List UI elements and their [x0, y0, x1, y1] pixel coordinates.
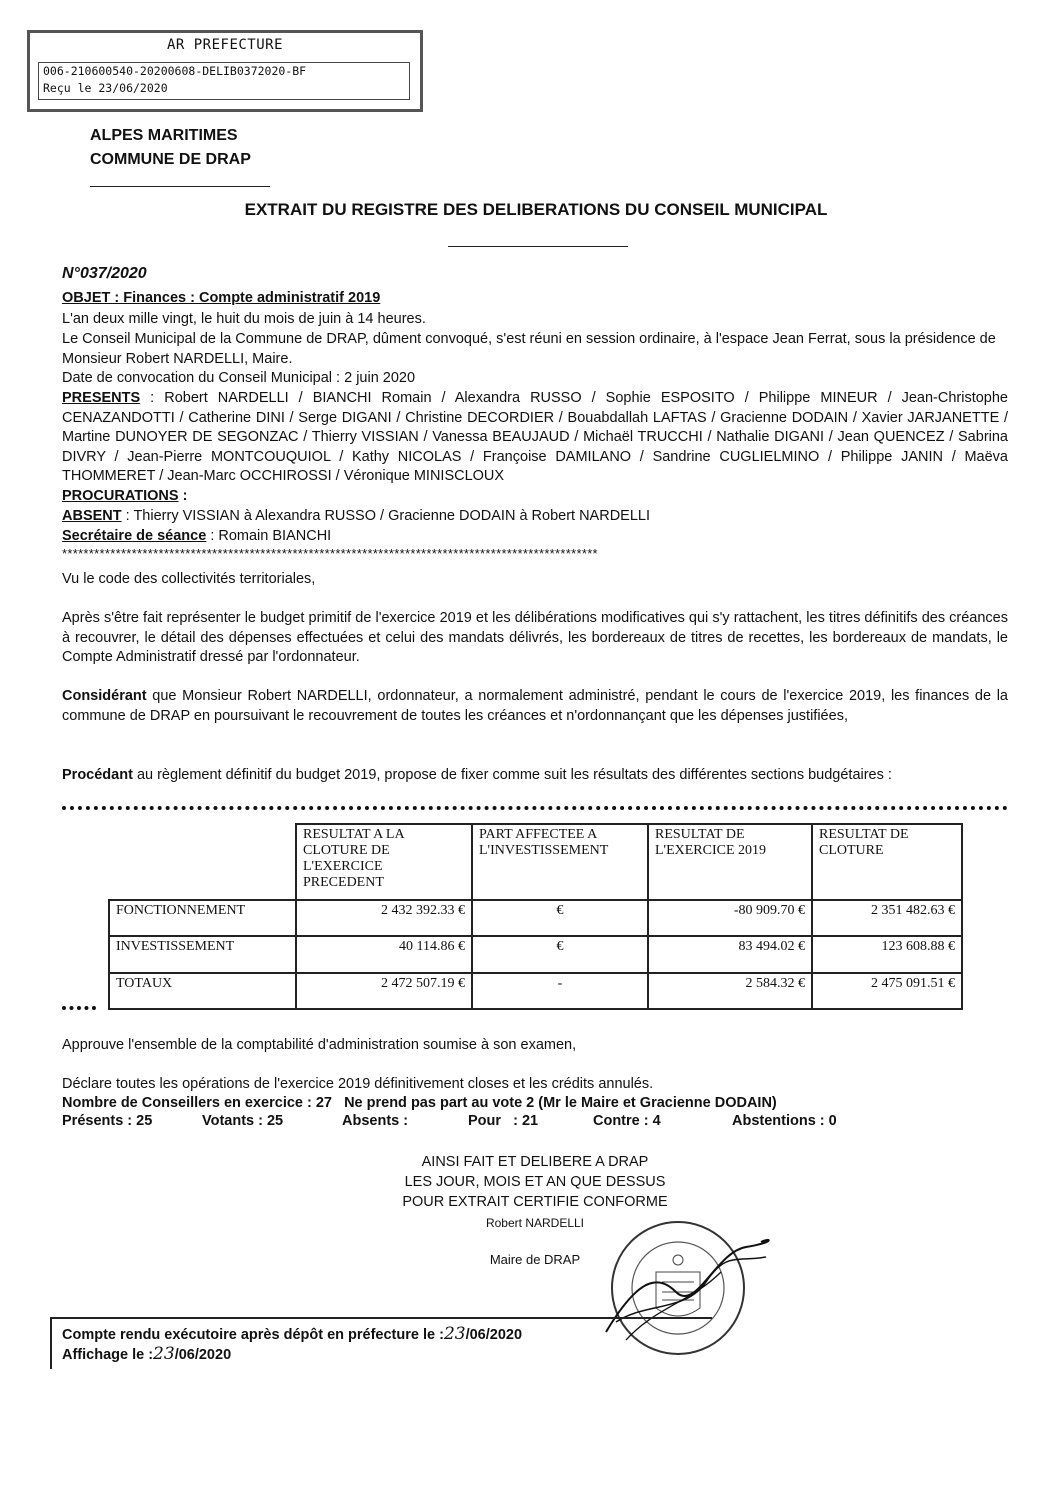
absent-label: ABSENT [62, 508, 122, 524]
vote-votants: Votants : 25 [202, 1113, 284, 1129]
table-cell: € [472, 936, 648, 973]
row-label: FONCTIONNEMENT [109, 900, 296, 936]
document-title: EXTRAIT DU REGISTRE DES DELIBERATIONS DU CONSEIL MUNICIPAL [244, 200, 828, 219]
affichage-line [62, 1344, 231, 1364]
table-cell: 2 472 507.19 € [296, 973, 472, 1009]
vote-abstentions: Abstentions : 0 [732, 1113, 837, 1129]
compte-rendu-date: /06/2020 [465, 1327, 523, 1343]
table-cell: € [472, 900, 648, 936]
compte-rendu-label: Compte rendu exécutoire après dépôt en préfecture le : [62, 1327, 444, 1343]
vote-pour: Pour : 21 [468, 1113, 539, 1129]
presents-paragraph [62, 389, 1008, 487]
prefecture-stamp [27, 30, 423, 112]
row-label: TOTAUX [109, 973, 296, 1009]
table-header: RESULTAT A LA CLOTURE DE L'EXERCICE PRECEDENT [296, 824, 472, 900]
considerant-label: Considérant [62, 688, 147, 704]
mayor-role: Maire de DRAP [489, 1252, 581, 1267]
dotted-separator-top [62, 806, 1008, 810]
table-corner [109, 824, 296, 900]
absent-line [62, 507, 1008, 527]
mayor-name: Robert NARDELLI [485, 1216, 585, 1230]
considerant-paragraph [62, 687, 1008, 726]
table-cell: -80 909.70 € [648, 900, 812, 936]
procurations-line [62, 487, 1008, 507]
table-cell: 2 584.32 € [648, 973, 812, 1009]
session-description: Le Conseil Municipal de la Commune de DRAP, dûment convoqué, s'est réuni en session ordinaire, à l'espace Jean Ferrat, sous la présidence de Monsieur Robert NARDELLI, Maire. [62, 331, 996, 367]
apres-paragraph: Après s'être fait représenter le budget primitif de l'exercice 2019 et les délibérations modificatives qui s'y rattachent, les titres définitifs des créances à recouvrer, le détail des dépenses effectuées et celui des mandats délivrés, les bordereaux de titres de recettes, les bordereaux de mandats, le Compte Administratif dressé par l'ordonnateur. [62, 610, 1008, 665]
presents-label: PRESENTS [62, 390, 141, 406]
signature-line-2: LES JOUR, MOIS ET AN QUE DESSUS [404, 1174, 666, 1190]
affichage-label: Affichage le : [62, 1347, 154, 1363]
absent-value: : Thierry VISSIAN à Alexandra RUSSO / Gracienne DODAIN à Robert NARDELLI [121, 508, 651, 524]
table-cell: 83 494.02 € [648, 936, 812, 973]
affichage-date: /06/2020 [174, 1347, 232, 1363]
secretaire-value: : Romain BIANCHI [206, 528, 332, 544]
procedant-paragraph [62, 766, 1008, 786]
objet-line: OBJET : Finances : Compte administratif 2019 [62, 290, 381, 306]
vote-presents: Présents : 25 [62, 1113, 153, 1129]
nombre-conseillers: Nombre de Conseillers en exercice : 27 Ne prend pas part au vote 2 (Mr le Maire et Gracienne DODAIN) [62, 1095, 777, 1111]
table-cell: 123 608.88 € [812, 936, 962, 973]
deliberation-number: N°037/2020 [62, 265, 147, 282]
table-cell: 2 432 392.33 € [296, 900, 472, 936]
vote-contre: Contre : 4 [593, 1113, 661, 1129]
stamp-ref: 006-210600540-20200608-DELIB0372020-BF [43, 64, 307, 78]
table-cell: 40 114.86 € [296, 936, 472, 973]
results-table [108, 823, 963, 1010]
approuve-paragraph: Approuve l'ensemble de la comptabilité d'administration soumise à son examen, [62, 1037, 577, 1053]
convocation-date: Date de convocation du Conseil Municipal : 2 juin 2020 [62, 370, 416, 386]
department-name: ALPES MARITIMES [90, 127, 238, 144]
table-row [109, 973, 962, 1009]
stamp-details [38, 62, 410, 100]
table-row [109, 936, 962, 973]
compte-rendu-line [62, 1324, 522, 1344]
signature-line-1: AINSI FAIT ET DELIBERE A DRAP [421, 1154, 649, 1170]
declare-paragraph: Déclare toutes les opérations de l'exercice 2019 définitivement closes et les crédits annulés. [62, 1076, 654, 1092]
table-header: RESULTAT DE CLOTURE [812, 824, 962, 900]
header-divider [90, 186, 270, 187]
procurations-label: PROCURATIONS [62, 488, 179, 504]
vu-paragraph: Vu le code des collectivités territoriales, [62, 571, 316, 587]
table-row [109, 900, 962, 936]
title-divider [448, 246, 628, 247]
compte-rendu-handwritten-day: 23 [443, 1324, 466, 1344]
dotted-separator-bottom [62, 1006, 96, 1010]
affichage-handwritten-day: 23 [153, 1344, 175, 1364]
table-cell: - [472, 973, 648, 1009]
procedant-label: Procédant [62, 767, 133, 783]
secretaire-line [62, 527, 1008, 547]
considerant-text: que Monsieur Robert NARDELLI, ordonnateur, a normalement administré, pendant le cours de l'exercice 2019, les finances de la commune de DRAP en poursuivant le recouvrement de toutes les créances et n'ordonnançant que les dépenses justifiées, [62, 688, 1008, 724]
presents-list: : Robert NARDELLI / BIANCHI Romain / Alexandra RUSSO / Sophie ESPOSITO / Philippe MINEUR / Jean-Christophe CENAZANDOTTI / Catherine DINI / Serge DIGANI / Christine DECORDIER / Bouabdallah LAFTAS / Gracienne DODAIN / Xavier JARJANETTE / Martine DUNOYER DE SEGONZAC / Thierry VISSIAN / Vanessa BEAUJAUD / Michaël TRUCCHI / Nathalie DIGANI / Jean QUENCEZ / Sabrina DIVRY / Jean-Pierre MONTCOUQUIOL / Kathy NICOLAS / Françoise DAMILANO / Sandrine CUGLIELMINO / Philippe JANIN / Maëva THOMMERET / Jean-Marc OCCHIROSSI / Véronique MINISCLOUX [62, 390, 1008, 484]
secretaire-label: Secrétaire de séance [62, 528, 207, 544]
vote-absents: Absents : [342, 1113, 409, 1129]
procurations-value: : [178, 488, 188, 504]
commune-name: COMMUNE DE DRAP [90, 151, 251, 168]
table-cell: 2 475 091.51 € [812, 973, 962, 1009]
stamp-received: Reçu le 23/06/2020 [43, 81, 168, 95]
session-date: L'an deux mille vingt, le huit du mois de juin à 14 heures. [62, 311, 426, 327]
signature-line-3: POUR EXTRAIT CERTIFIE CONFORME [402, 1194, 668, 1210]
row-label: INVESTISSEMENT [109, 936, 296, 973]
stamp-title: AR PREFECTURE [166, 37, 284, 53]
stars-separator: **************************************************************************************************** [62, 547, 598, 561]
procedant-text: au règlement définitif du budget 2019, propose de fixer comme suit les résultats des différentes sections budgétaires : [132, 767, 892, 783]
table-header: PART AFFECTEE A L'INVESTISSEMENT [472, 824, 648, 900]
table-cell: 2 351 482.63 € [812, 900, 962, 936]
table-header: RESULTAT DE L'EXERCICE 2019 [648, 824, 812, 900]
table-header-row [109, 824, 962, 900]
